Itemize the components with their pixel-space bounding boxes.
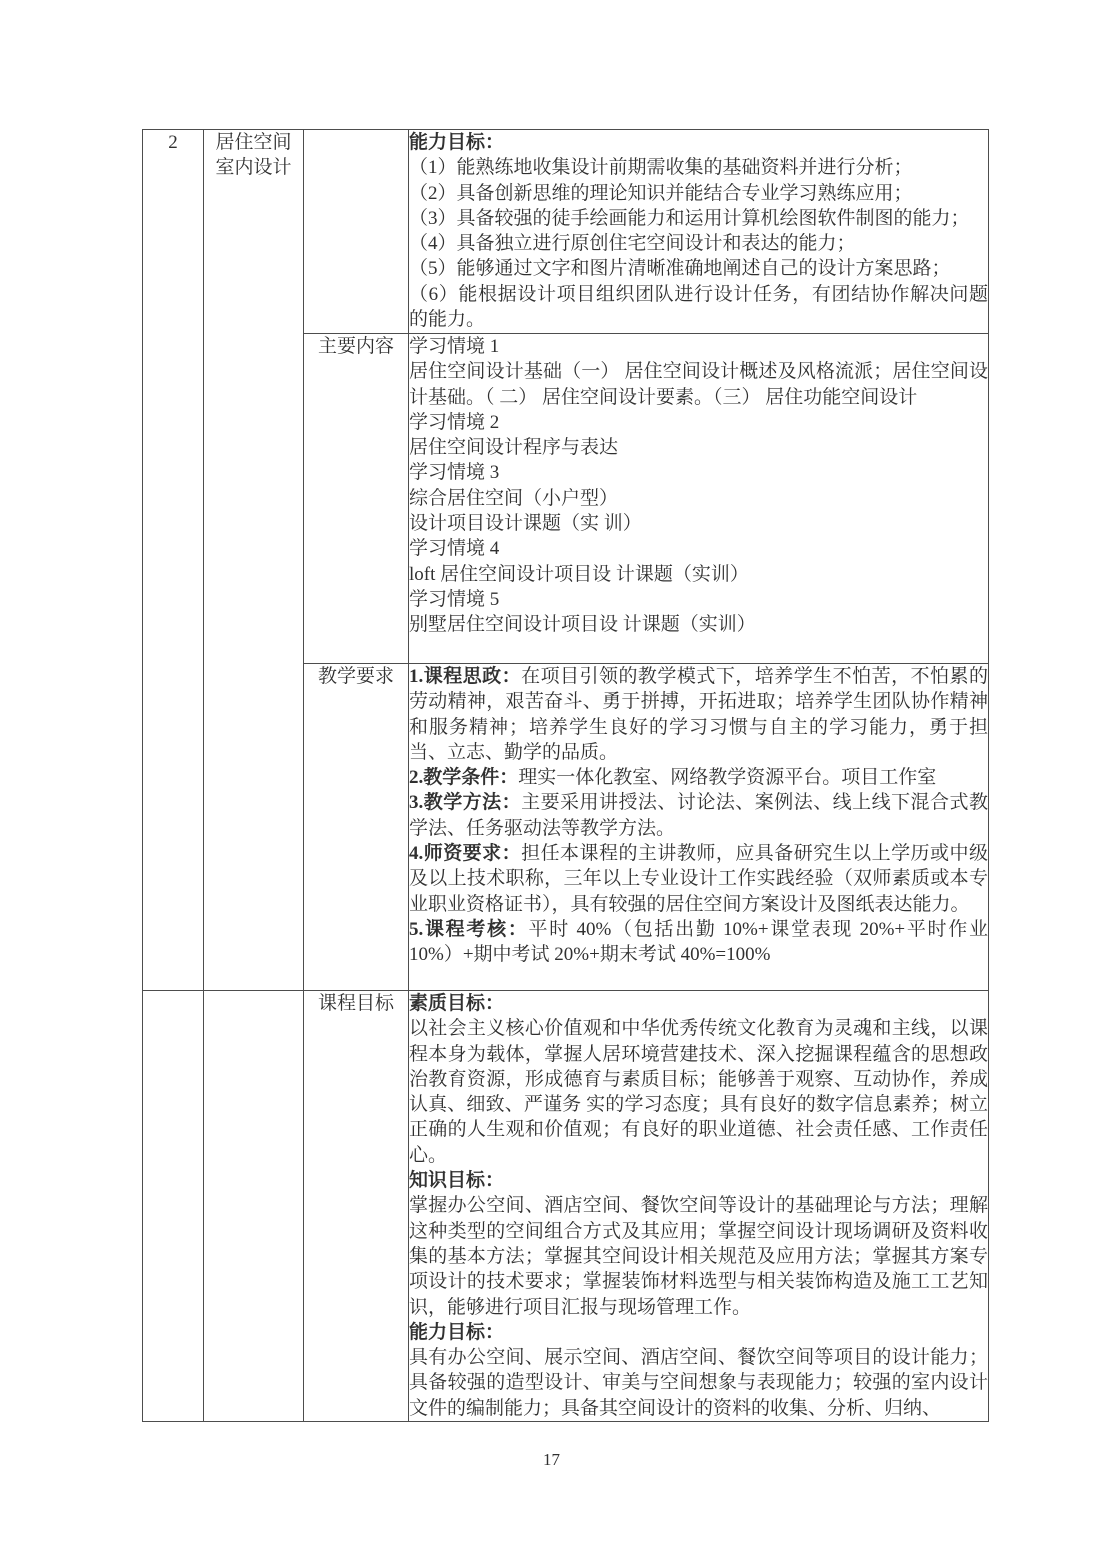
main-content-line: 居住空间设计程序与表达 bbox=[409, 437, 619, 459]
teaching-req-entry bbox=[409, 917, 988, 968]
objectives-heading: 能力目标： bbox=[409, 1321, 505, 1343]
table-row bbox=[143, 991, 989, 1422]
row-label-main-content: 主要内容 bbox=[304, 334, 409, 664]
teaching-req-entry bbox=[409, 841, 988, 917]
ability-goals-heading: 能力目标： bbox=[409, 132, 505, 153]
ability-goal-item: （5）能够通过文字和图片清晰准确地阐述自己的设计方案思路； bbox=[409, 258, 951, 280]
ability-goal-item: （4）具备独立进行原创住宅空间设计和表达的能力； bbox=[409, 233, 856, 255]
ability-goal-item: （2）具备创新思维的理论知识并能结合专业学习熟练应用； bbox=[409, 182, 913, 204]
course-name-line1: 居住空间 bbox=[215, 132, 292, 153]
main-content-line: 学习情境 1 bbox=[409, 336, 500, 357]
teaching-requirements-cell bbox=[409, 664, 989, 991]
teaching-req-entry bbox=[409, 765, 988, 790]
teaching-req-entry bbox=[409, 790, 988, 841]
entry-text: 担任本课程的主讲教师，应具备研究生以上学历或中级及以上技术职称，三年以上专业设计工作实践经验（双师素质或本专业职业资格证书），具有较强的居住空间方案设计及图纸表达能力。 bbox=[409, 843, 988, 915]
ability-goal-item: （6）能根据设计项目组织团队进行设计任务，有团结协作解决问题的能力。 bbox=[409, 283, 988, 331]
ability-goal-item: （3）具备较强的徒手绘画能力和运用计算机绘图软件制图的能力； bbox=[409, 207, 970, 229]
main-content-line: 学习情境 3 bbox=[409, 462, 500, 484]
main-content-line: 综合居住空间（小户型） bbox=[409, 487, 619, 509]
main-content-line: 居住空间设计基础（一） 居住空间设计概述及风格流派；居住空间设计基础。（ 二） 居住空间设计要素。（三） 居住功能空间设计 bbox=[409, 361, 988, 408]
main-content-line: 学习情境 5 bbox=[409, 588, 500, 610]
main-content-line: loft 居住空间设计项目设 计课题（实训） bbox=[409, 563, 749, 585]
objectives-text: 具有办公空间、展示空间、酒店空间、餐饮空间等项目的设计能力；具备较强的造型设计、审美与空间想象与表现能力；较强的室内设计文件的编制能力；具备其空间设计的资料的收集、分析、归纳、 bbox=[409, 1347, 988, 1419]
entry-label: 3.教学方法： bbox=[409, 792, 522, 814]
ability-goals-cell bbox=[409, 130, 989, 334]
entry-label: 4.师资要求： bbox=[409, 843, 522, 865]
page-number: 17 bbox=[543, 1450, 560, 1469]
main-content-line: 设计项目设计课题（实 训） bbox=[409, 513, 642, 535]
table-row bbox=[143, 130, 989, 334]
main-content-line: 别墅居住空间设计项目设 计课题（实训） bbox=[409, 614, 756, 636]
course-name-cell bbox=[204, 130, 304, 991]
entry-label: 1.课程思政： bbox=[409, 666, 522, 687]
entry-text: 平时 40%（包括出勤 10%+课堂表现 20%+平时作业 10%）+期中考试 20%+期末考试 40%=100% bbox=[409, 918, 988, 966]
course-number-cell bbox=[143, 130, 204, 991]
course-objectives-cell bbox=[409, 991, 989, 1422]
course-outline-table bbox=[142, 129, 989, 1422]
objectives-text: 以社会主义核心价值观和中华优秀传统文化教育为灵魂和主线，以课程本身为载体，掌握人居环境营建技术、深入挖掘课程蕴含的思想政治教育资源，形成德育与素质目标；能够善于观察、互动协作，养成认真、细致、严谨务 实的学习态度；具有良好的数字信息素养；树立正确的人生观和价值观；有良好的职业道德、社会责任感、工作责任心。 bbox=[409, 1018, 988, 1166]
entry-text: 主要采用讲授法、讨论法、案例法、线上线下混合式教学法、任务驱动法等教学方法。 bbox=[409, 792, 988, 839]
entry-text: 在项目引领的教学模式下，培养学生不怕苦，不怕累的劳动精神，艰苦奋斗、勇于拼搏，开拓进取；培养学生团队协作精神和服务精神；培养学生良好的学习习惯与自主的学习能力，勇于担当、立志、勤学的品质。 bbox=[409, 666, 988, 763]
row-label-cell-empty bbox=[304, 130, 409, 334]
row-label-teaching-req: 教学要求 bbox=[304, 664, 409, 991]
main-content-line: 学习情境 4 bbox=[409, 538, 500, 560]
course-name-line2: 室内设计 bbox=[215, 157, 292, 179]
main-content-line: 学习情境 2 bbox=[409, 411, 500, 433]
entry-label: 5.课程考核： bbox=[409, 918, 529, 940]
row-label-objectives: 课程目标 bbox=[304, 991, 409, 1422]
entry-text: 理实一体化教室、网络教学资源平台。项目工作室 bbox=[518, 767, 937, 789]
objectives-text: 掌握办公空间、酒店空间、餐饮空间等设计的基础理论与方法；理解这种类型的空间组合方式及其应用；掌握空间设计现场调研及资料收集的基本方法；掌握其空间设计相关规范及应用方法；掌握其方案专项设计的技术要求；掌握装饰材料选型与相关装饰构造及施工工艺知识，能够进行项目汇报与现场管理工作。 bbox=[409, 1195, 988, 1318]
objectives-heading: 知识目标： bbox=[409, 1170, 505, 1192]
empty-number-cell bbox=[143, 991, 204, 1422]
ability-goal-item: （1）能熟练地收集设计前期需收集的基础资料并进行分析； bbox=[409, 157, 913, 179]
main-content-cell bbox=[409, 334, 989, 664]
entry-label: 2.教学条件： bbox=[409, 767, 519, 789]
course-number: 2 bbox=[168, 132, 178, 153]
objectives-heading: 素质目标： bbox=[409, 993, 505, 1014]
empty-name-cell bbox=[204, 991, 304, 1422]
teaching-req-entry bbox=[409, 664, 988, 765]
